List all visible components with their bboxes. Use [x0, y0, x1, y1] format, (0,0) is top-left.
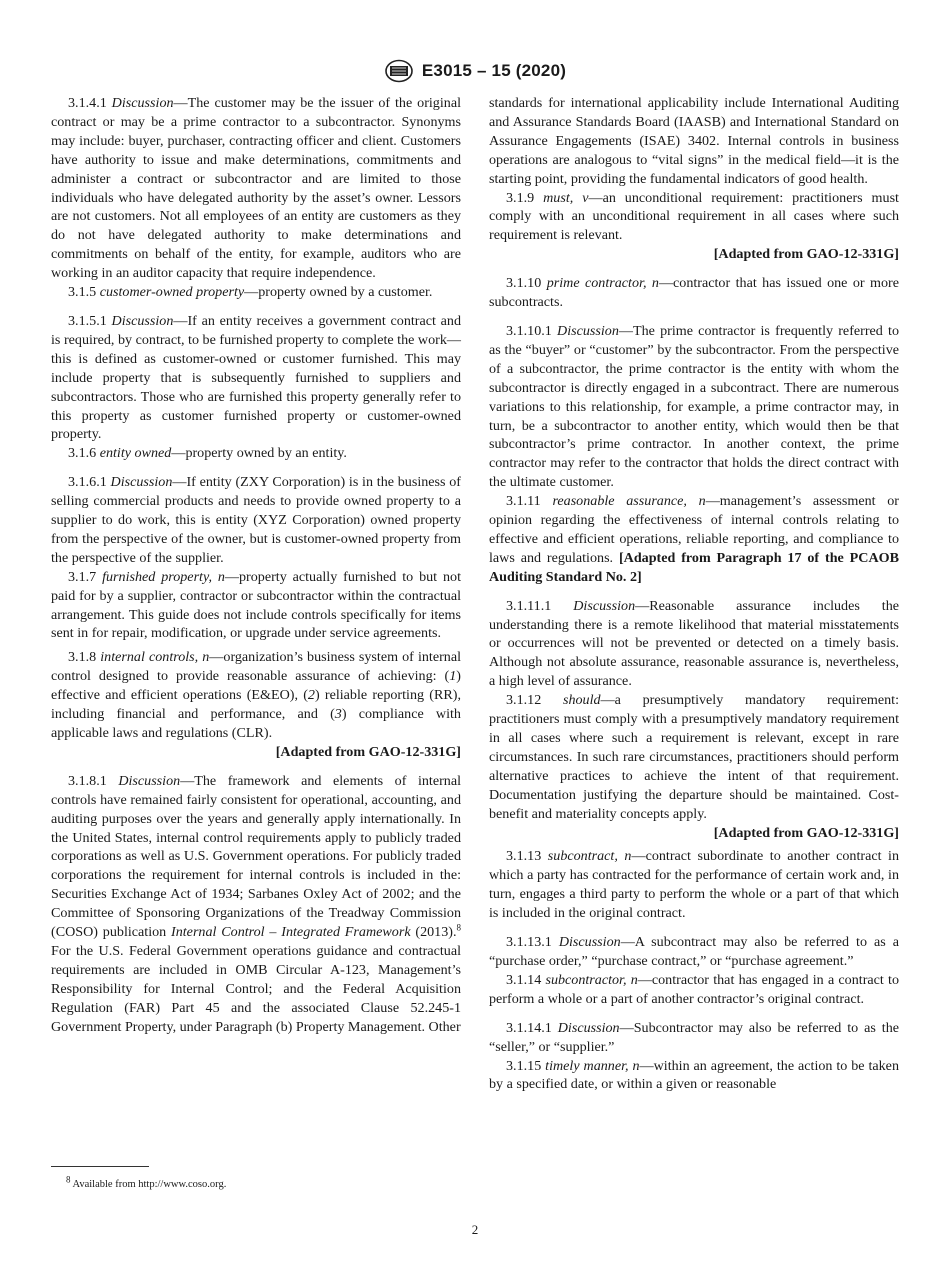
paragraph-3-1-6-1: 3.1.6.1 Discussion—If entity (ZXY Corporation) is in the business of selling commercial products and needs to provide owned property to a supplier to do work, this is entity (XYZ Corporation) owned property from the perspective of the owner, but is customer-owned property from the perspective of the supplier. [51, 474, 461, 566]
astm-logo-icon [384, 59, 414, 83]
footnote: $^8$ Available from http://www.coso.org. [66, 1174, 227, 1190]
definition-subcontractor: 3.1.14 subcontractor, n—contractor that has engaged in a contract to perform a whole or a part of another contractor’s original contract. [489, 971, 900, 1007]
definition-subcontract: 3.1.13 subcontract, n—contract subordinate to another contract in which a party has contracted for the performance of certain work and, in turn, engages a third party to perform the whole or a part of that which is included in the original contract. [489, 848, 900, 922]
paragraph-3-1-4-1: 3.1.4.1 Discussion—The customer may be the issuer of the original contract or may be a prime contractor to a subcontractor. Synonyms may include: buyer, purchaser, contracting officer and client. Customers have authority to issue and make determinations, commitments and administer a contract or subcontractor and are limited to those individuals who have delegated authority by the asset’s owner. Lessors are not customers. Not all employees of an entity are customers as they do not have delegated authority to make determinations and commitments on behalf of the entity, for example, auditors who are working in an auditor capacity that require independence. [51, 95, 461, 282]
paragraph-3-1-13-1: 3.1.13.1 Discussion—A subcontract may also be referred to as a “purchase order,” “purchase contract,” or “purchase agreement.” [489, 934, 899, 969]
footnote-mark: 8 [66, 1174, 71, 1185]
page-header [0, 58, 950, 84]
definition-entity-owned: 3.1.6 entity owned—property owned by an entity. [68, 445, 347, 462]
paragraph-3-1-10-1: 3.1.10.1 Discussion—The prime contractor is frequently referred to as the “buyer” or “customer” by the subcontractor. From the perspective of a subcontractor, the prime contractor is the entity with whom the subcontractor is directly engaged in a subcontract. There are numerous variations to this relationship, for example, a prime contractor may, in turn, be a subcontractor to another entity, which would then be that subcontractor’s prime contractor. In another context, the prime contractor may refer to the contractor that holds the direct contract with the ultimate customer. [489, 322, 899, 491]
definition-internal-controls: 3.1.8 internal controls, n—organization’s business system of internal control designed to provide reasonable assurance of achieving: (1) effective and efficient operations (E&EO), (2) reliable reporting (RR), including financial and performance, and (3) compliance with applicable laws and regulations (CLR). [Adapted from GAO-12-331G] [51, 649, 461, 760]
reference-note: [Adapted from GAO-12-331G] [275, 743, 461, 760]
definition-prime-contractor: 3.1.10 prime contractor, n—contractor that has issued one or more subcontracts. [489, 275, 900, 311]
left-column [51, 94, 461, 1037]
reference-note: [Adapted from GAO-12-331G] [713, 824, 899, 841]
definition-customer-owned-property: 3.1.5 customer-owned property—property owned by a customer. [68, 284, 433, 301]
paragraph-3-1-8-1: 3.1.8.1 Discussion—The framework and elements of internal controls have remained fairly consistent for operational, accounting, and auditing purposes over the years and generally apply internationally. In the United States, internal control requirements apply to publicly traded corporations as well as U.S. Government operations. For publicly traded corporations the requirement for internal controls is included in the: Securities Exchange Act of 1934; Sarbanes Oxley Act of 2002; and the Committee of Sponsoring Organizations of the Treadway Commission (COSO) publication Internal Control – Integrated Framework (2013).$^8$ For the U.S. Federal Government operations guidance and contractual requirements are included in OMB Circular A-123, Management’s Responsibility for Internal Control; and the Federal Acquisition Regulation (FAR) Part 45 and the associated Clause 52.245-1 Government Property, under Paragraph (b) Property Management. Other [51, 772, 461, 1035]
standard-designation: E3015 – 15 (2020) [421, 61, 567, 80]
reference-note: [Adapted from Paragraph 17 of the PCAOB Auditing Standard No. 2] [489, 549, 899, 585]
footnote-divider [51, 1166, 149, 1167]
definition-should: 3.1.12 should—a presumptively mandatory requirement: practitioners must comply with a presumptively mandatory requirement in all cases where such a requirement is relevant, except in rare circumstances. In such rare circumstances, practitioners should perform alternative practices to achieve the intent of that requirement. Documentation justifying the departure should be maintained. Cost-benefit and materiality concepts apply. [Adapted from GAO-12-331G] [489, 692, 899, 841]
paragraph-3-1-5-1: 3.1.5.1 Discussion—If an entity receives a government contract and is required, by contract, to be furnished property to complete the work—this is defined as customer-owned or customer furnished. This may include property that is subsequently furnished to suppliers and subcontractors. Those who are furnished this property generally refer to this property as customer furnished property or customer-owned property. [51, 312, 462, 443]
page-number: 2 [471, 1222, 479, 1237]
paragraph-3-1-14-1: 3.1.14.1 Discussion—Subcontractor may also be referred to as the “seller,” or “supplier.” [489, 1019, 900, 1055]
definition-timely-manner: 3.1.15 timely manner, n—within an agreement, the action to be taken by a specified date, or within a given or reasonable [489, 1057, 899, 1093]
definition-must: 3.1.9 must, v—an unconditional requirement: practitioners must comply with an unconditional requirement in all cases where such requirement is relevant. [489, 189, 899, 244]
right-column [489, 94, 899, 1094]
definition-reasonable-assurance: 3.1.11 reasonable assurance, n—management’s assessment or opinion regarding the effectiveness of internal controls relating to effective and efficient operations, reliable reporting, and compliance to laws and regulations. [Adapted from Paragraph 17 of the PCAOB Auditing Standard No. 2] [489, 493, 899, 585]
paragraph-continued: standards for international applicability include International Auditing and Assurance Standards Board (IAASB) and International Standard on Assurance Engagements (ISAE) 3402. Internal controls in business operations are analogous to “vital signs” in the medical field—it is the starting point, providing the fundamental indicators of good health. [489, 95, 899, 187]
reference-note: [Adapted from GAO-12-331G] [713, 246, 899, 263]
definition-furnished-property: 3.1.7 furnished property, n—property actually furnished to but not paid for by a supplier, contractor or subcontractor within the contractual arrangement. This guide does not include controls specifically for items sent in for repair, modification, or upgrade under service agreements. [51, 568, 461, 642]
footnote-marker: 8 [456, 922, 461, 933]
paragraph-3-1-11-1: 3.1.11.1 Discussion—Reasonable assurance includes the understanding there is a remote likelihood that material misstatements or occurrences will not be prevented or detected on a timely basis. Although not absolute assurance, reasonable assurance is, nevertheless, a high level of assurance. [489, 597, 900, 690]
